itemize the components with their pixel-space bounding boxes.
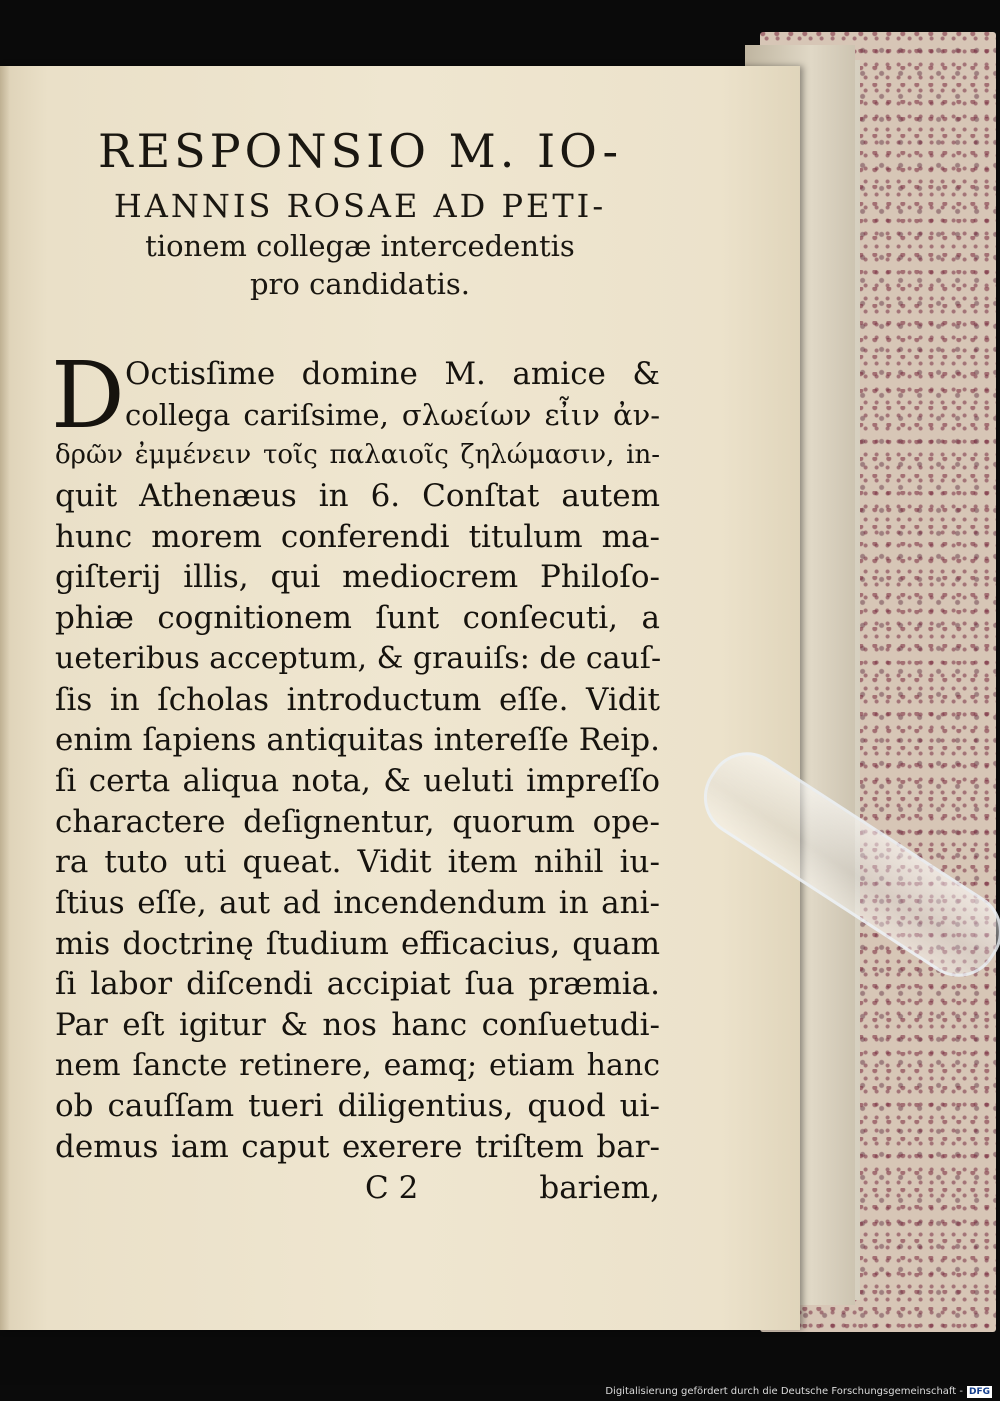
text-line: ſi labor diſcendi accipiat ſua præmia. xyxy=(55,966,660,1003)
text-line: nem ſancte retinere, eamq; etiam hanc xyxy=(55,1047,660,1083)
text-line: giſterij illis, qui mediocrem Philoſo- xyxy=(55,559,660,596)
text-line: charactere deſignentur, quorum ope- xyxy=(55,803,660,840)
text-line: ra tuto uti queat. Vidit item nihil iu- xyxy=(55,844,660,881)
heading-line-4: pro candidatis. xyxy=(249,267,471,301)
dfg-logo: DFG xyxy=(968,1387,990,1397)
digitization-credit xyxy=(605,1385,992,1399)
text-line: phiæ cognitionem ſunt conſecuti, a xyxy=(55,600,660,637)
credit-text: Digitalisierung gefördert durch die Deutsche Forschungsgemeinschaft - xyxy=(605,1386,963,1397)
drop-cap: D xyxy=(51,342,125,449)
body-text xyxy=(51,342,662,1168)
text-line: Octisſime domine M. amice & xyxy=(125,356,660,392)
catchword: bariem, xyxy=(539,1170,660,1206)
signature-mark: C 2 xyxy=(365,1170,419,1206)
text-line: enim ſapiens antiquitas intereſſe Reip. xyxy=(55,722,660,759)
heading-line-1: RESPONSIO M. IO- xyxy=(97,124,623,178)
heading-line-2: HANNIS ROSAE AD PETI- xyxy=(113,187,607,225)
heading-line-3: tionem collegæ intercedentis xyxy=(145,229,575,263)
text-line: mis doctrinę ſtudium efficacius, quam xyxy=(55,925,660,962)
page-footer xyxy=(55,1168,660,1208)
text-line: ueteribus acceptum, & grauiſs: de cauſ- xyxy=(55,640,662,676)
text-line: quit Athenæus in 6. Conſtat autem xyxy=(55,478,660,515)
text-line: ob cauſſam tueri diligentius, quod ui- xyxy=(55,1088,660,1125)
text-line: hunc morem conferendi titulum ma- xyxy=(55,518,660,555)
text-line: ſis in ſcholas introductum eſſe. Vidit xyxy=(55,681,660,718)
text-line: demus iam caput exerere triſtem bar- xyxy=(55,1129,660,1166)
text-line: δρῶν ἐμμένειν τοῖς παλαιοῖς ζηλώμασιν, in- xyxy=(55,440,660,471)
text-line: ſtius eſſe, aut ad incendendum in ani- xyxy=(55,884,660,921)
page-heading xyxy=(60,126,660,302)
text-line: Par eſt igitur & nos hanc conſuetudi- xyxy=(55,1007,660,1043)
text-line: collega cariſsime, σλωείων εἶιν ἀν- xyxy=(125,397,660,432)
text-line: ſi certa aliqua nota, & ueluti impreſſo xyxy=(55,762,660,799)
